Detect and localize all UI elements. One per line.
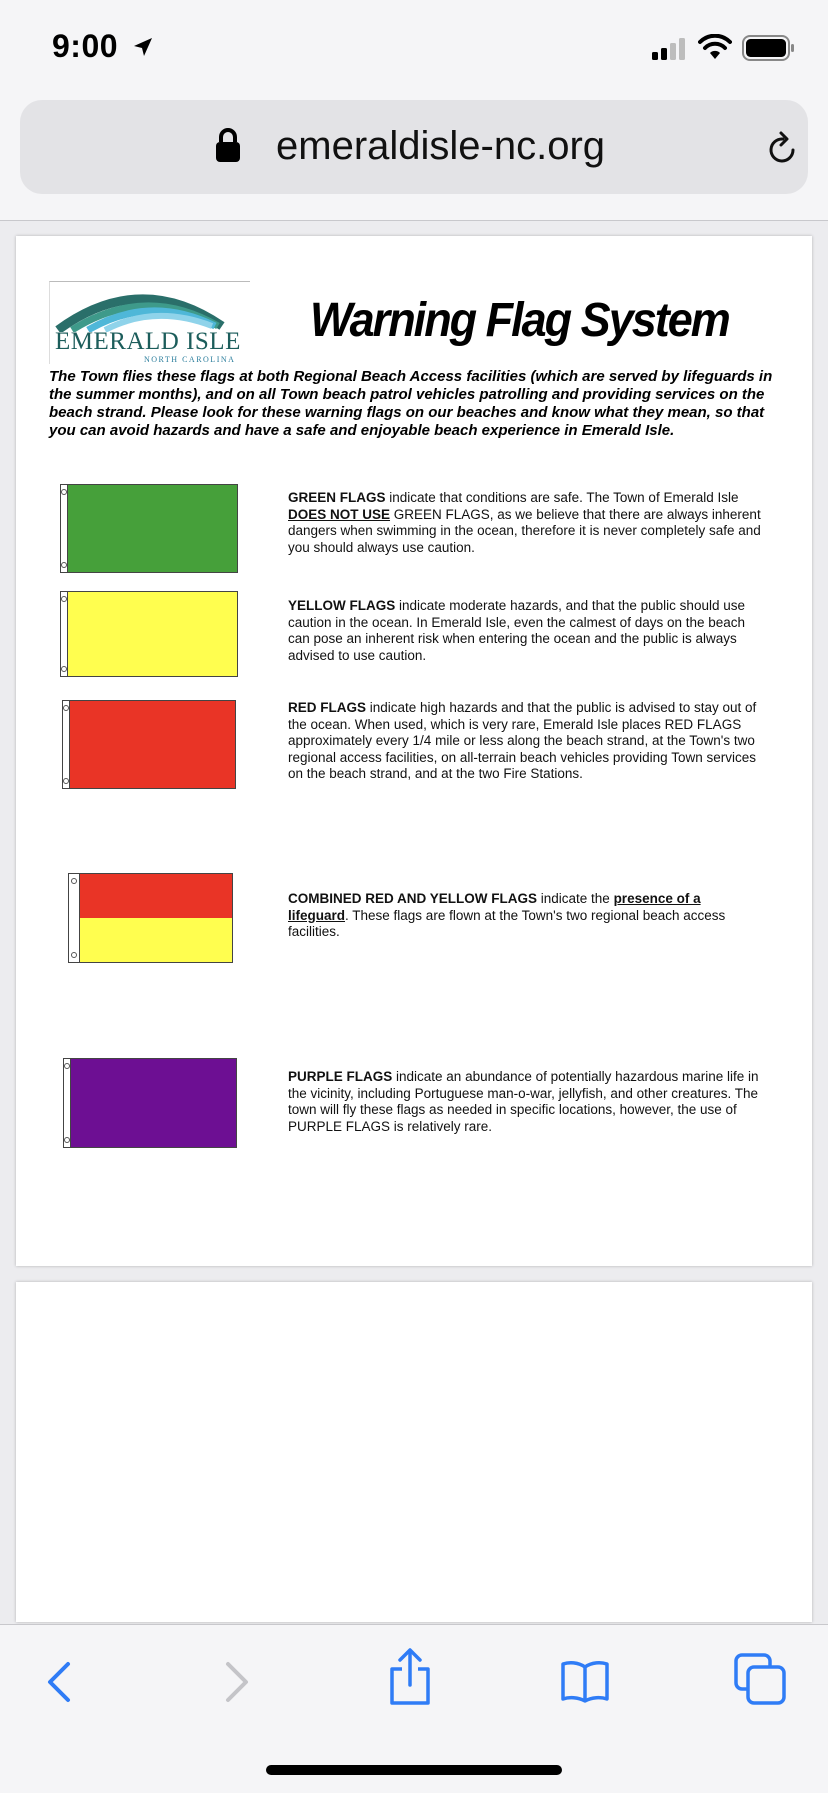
flag-cloth <box>80 873 233 963</box>
red-flag <box>62 700 236 789</box>
logo-subtext: NORTH CAROLINA <box>144 355 236 364</box>
green-flag-description <box>288 490 762 556</box>
purple-flag <box>63 1058 237 1148</box>
pdf-page-2 <box>16 1282 812 1622</box>
flag-label: GREEN FLAGS <box>288 490 386 505</box>
flag-text: indicate moderate hazards, and that the public should use caution in the ocean. In Emerald Isle, even the calmest of days on the beach can pose an inherent risk when entering the ocean and the public is always advised to use caution. <box>288 598 746 663</box>
flag-text: GREEN FLAGS, as we believe that there are always inherent dangers when swimming in the ocean, therefore it is never completely safe and you should always use caution. <box>288 506 761 555</box>
status-time: 9:00 <box>52 28 119 64</box>
flag-pole <box>60 484 68 573</box>
bookmarks-icon[interactable] <box>560 1659 610 1703</box>
red-flag-description <box>288 700 762 783</box>
browser-toolbar <box>0 1624 828 1793</box>
flag-label: COMBINED RED AND YELLOW FLAGS <box>288 891 537 906</box>
logo-text: EMERALD ISLE <box>55 328 241 355</box>
grommet-icon <box>61 489 67 495</box>
status-bar <box>0 0 828 96</box>
flag-label: YELLOW FLAGS <box>288 598 396 613</box>
flag-text: indicate that conditions are safe. The Town of Emerald Isle <box>385 490 739 505</box>
address-bar-area <box>0 96 828 221</box>
wifi-icon <box>698 34 732 60</box>
yellow-flag-description <box>288 598 762 664</box>
green-flag <box>60 484 238 573</box>
flag-pole <box>60 591 68 677</box>
flag-text: indicate an abundance of potentially hazardous marine life in the vicinity, including Portuguese man-o-war, jellyfish, and other creatures. The town will fly these flags as needed in specific locations, however, the use of PURPLE FLAGS is relatively rare. <box>288 1069 759 1134</box>
lock-icon <box>214 126 242 164</box>
grommet-icon <box>63 778 69 784</box>
tabs-icon[interactable] <box>734 1653 786 1705</box>
flag-cloth <box>71 1058 237 1148</box>
red-yellow-flag-description <box>288 891 762 941</box>
flag-label: RED FLAGS <box>288 700 367 715</box>
intro-paragraph: The Town flies these flags at both Regional Beach Access facilities (which are served by lifeguards in the summer months), and on all Town beach patrol vehicles patrolling and providing services on the beach strand. Please look for these warning flags on our beaches and know what they mean, so that you can avoid hazards and have a safe and enjoyable beach experience in Emerald Isle. <box>49 368 773 439</box>
grommet-icon <box>61 596 67 602</box>
grommet-icon <box>63 705 69 711</box>
url-text[interactable]: emeraldisle-nc.org <box>276 124 606 168</box>
logo-arc-graphic <box>50 282 250 332</box>
flag-underlined-text: presence of a lifeguard <box>288 891 701 923</box>
grommet-icon <box>64 1137 70 1143</box>
yellow-flag <box>60 591 238 677</box>
flag-underlined-text: DOES NOT USE <box>288 506 391 522</box>
reload-icon[interactable] <box>766 130 800 166</box>
flag-cloth <box>70 700 236 789</box>
purple-flag-description <box>288 1069 762 1135</box>
flag-text: indicate the <box>537 891 614 906</box>
share-icon[interactable] <box>386 1647 434 1707</box>
flag-text: . These flags are flown at the Town's two regional beach access facilities. <box>288 907 726 940</box>
flag-label: PURPLE FLAGS <box>288 1069 393 1084</box>
location-arrow-icon <box>132 36 154 58</box>
grommet-icon <box>71 952 77 958</box>
back-icon[interactable] <box>40 1657 80 1707</box>
red-yellow-flag <box>68 873 233 963</box>
grommet-icon <box>71 878 77 884</box>
emerald-isle-logo <box>49 281 250 364</box>
pdf-page <box>16 236 812 1266</box>
flag-pole <box>68 873 80 963</box>
grommet-icon <box>64 1063 70 1069</box>
grommet-icon <box>61 562 67 568</box>
home-indicator <box>266 1765 562 1775</box>
flag-text: indicate high hazards and that the public is advised to stay out of the ocean. When used, which is very rare, Emerald Isle places RED FLAGS approximately every 1/4 mile or less along the beach strand, at the Town's two regional access facilities, on all-terrain beach vehicles providing Town services on the beach strand, and at the two Fire Stations. <box>288 700 757 782</box>
address-bar[interactable] <box>20 100 808 194</box>
flag-pole <box>62 700 70 789</box>
flag-cloth <box>68 484 238 573</box>
document-title: Warning Flag System <box>310 291 729 347</box>
battery-icon <box>742 35 796 61</box>
forward-icon[interactable] <box>216 1657 256 1707</box>
flag-pole <box>63 1058 71 1148</box>
flag-cloth <box>68 591 238 677</box>
grommet-icon <box>61 666 67 672</box>
cellular-signal-icon <box>652 38 688 60</box>
